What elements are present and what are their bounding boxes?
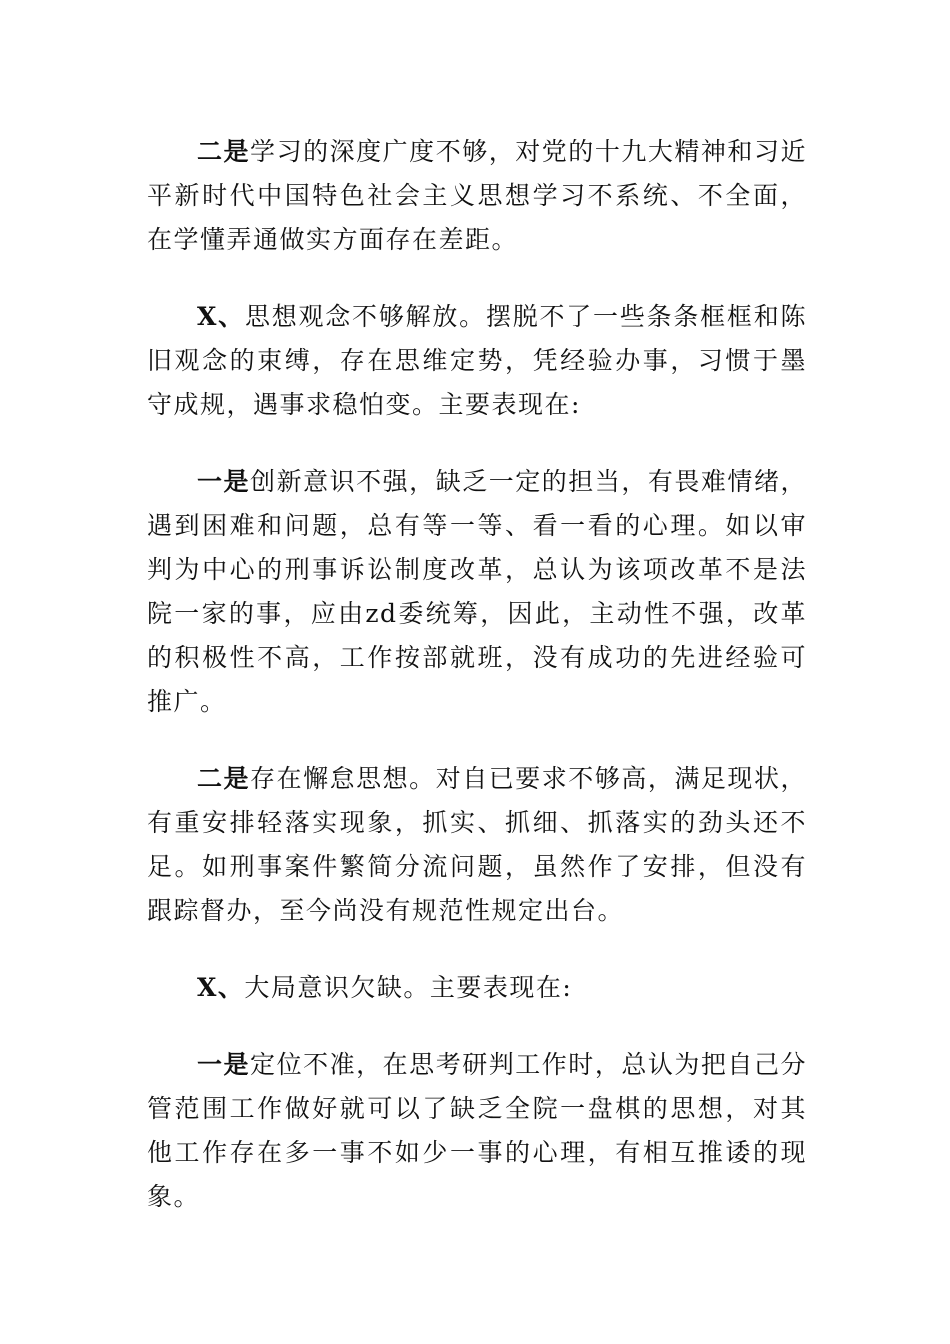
- paragraph-2-text: 思想观念不够解放。摆脱不了一些条条框框和陈旧观念的束缚，存在思维定势，凭经验办事，习惯于墨守成规，遇事求稳怕变。主要表现在:: [147, 302, 807, 419]
- paragraph-1: [147, 130, 807, 262]
- paragraph-5-text: 大局意识欠缺。主要表现在:: [244, 973, 573, 1002]
- paragraph-6-lead: 一是: [197, 1050, 251, 1079]
- paragraph-1-lead: 二是: [197, 137, 251, 166]
- paragraph-4-lead: 二是: [197, 764, 251, 793]
- paragraph-3-lead: 一是: [197, 467, 251, 496]
- paragraph-6: [147, 1043, 807, 1219]
- paragraph-5-lead: X、: [197, 973, 245, 1002]
- paragraph-1-text: 学习的深度广度不够，对党的十九大精神和习近平新时代中国特色社会主义思想学习不系统、不全面，在学懂弄通做实方面存在差距。: [147, 137, 807, 254]
- paragraph-5: [147, 966, 807, 1010]
- paragraph-4-text: 存在懈怠思想。对自已要求不够高，满足现状，有重安排轻落实现象，抓实、抓细、抓落实的劲头还不足。如刑事案件繁简分流问题，虽然作了安排，但没有跟踪督办，至今尚没有规范性规定出台。: [147, 764, 807, 925]
- paragraph-2-lead: X、: [197, 302, 245, 331]
- document-body: [147, 130, 807, 1219]
- paragraph-4: [147, 757, 807, 933]
- paragraph-6-text: 定位不准，在思考研判工作时，总认为把自己分管范围工作做好就可以了缺乏全院一盘棋的思想，对其他工作存在多一事不如少一事的心理，有相互推诿的现象。: [147, 1050, 807, 1211]
- paragraph-3-text: 创新意识不强，缺乏一定的担当，有畏难情绪，遇到困难和问题，总有等一等、看一看的心理。如以审判为中心的刑事诉讼制度改革，总认为该项改革不是法院一家的事，应由zd委统筹，因此，主动性不强，改革的积极性不高，工作按部就班，没有成功的先进经验可推广。: [147, 467, 807, 716]
- paragraph-2: [147, 295, 807, 427]
- paragraph-3: [147, 460, 807, 724]
